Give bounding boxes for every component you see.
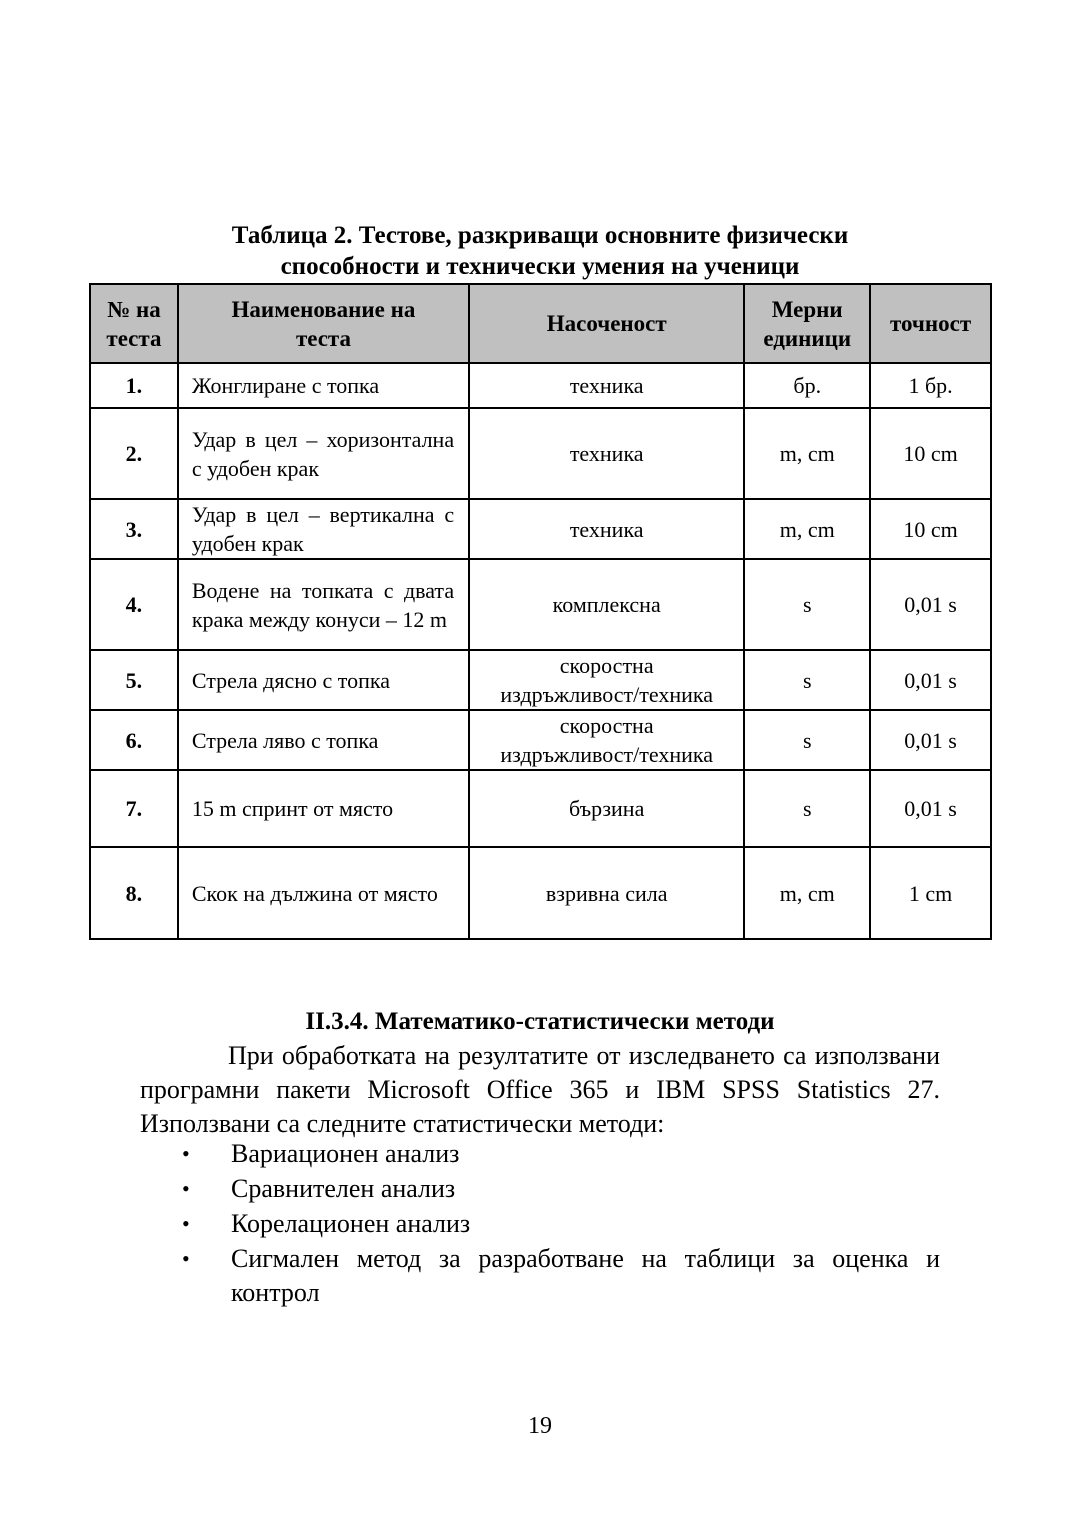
test-focus-line: комплексна	[552, 592, 661, 617]
test-number: 1.	[90, 363, 178, 408]
test-name: Стрела ляво с топка	[178, 710, 469, 770]
header-number: № на теста	[90, 284, 178, 363]
test-number: 6.	[90, 710, 178, 770]
test-focus	[469, 770, 744, 847]
test-number: 7.	[90, 770, 178, 847]
test-focus-line: скоростна	[559, 653, 654, 678]
test-focus	[469, 847, 744, 939]
table-caption	[89, 220, 991, 282]
test-name: Жонглиране с топка	[178, 363, 469, 408]
table-row	[90, 847, 991, 939]
test-focus-line: техника	[569, 441, 644, 466]
test-name: 15 m спринт от място	[178, 770, 469, 847]
table-body	[90, 363, 991, 939]
bullet-icon: •	[182, 1141, 190, 1166]
header-accuracy: точност	[870, 284, 991, 363]
test-focus	[469, 499, 744, 559]
test-focus	[469, 559, 744, 650]
list-item	[140, 1207, 940, 1241]
header-focus: Насоченост	[469, 284, 744, 363]
test-focus	[469, 408, 744, 499]
test-name: Удар в цел – вертикална с удобен крак	[178, 499, 469, 559]
list-item	[140, 1172, 940, 1206]
test-accuracy: 1 бр.	[870, 363, 991, 408]
test-units: s	[744, 710, 870, 770]
section-title: II.3.4. Математико-статистически методи	[305, 1008, 775, 1035]
bullet-icon: •	[182, 1176, 190, 1201]
table-row	[90, 770, 991, 847]
table-row	[90, 559, 991, 650]
test-units: m, cm	[744, 499, 870, 559]
test-accuracy: 1 cm	[870, 847, 991, 939]
test-units: m, cm	[744, 408, 870, 499]
method-label: Сигмален метод за разработване на таблици за оценка и контрол	[231, 1244, 940, 1307]
methods-list	[140, 1137, 940, 1311]
test-units: бр.	[744, 363, 870, 408]
bullet-icon: •	[182, 1246, 190, 1271]
table-row	[90, 408, 991, 499]
test-units: m, cm	[744, 847, 870, 939]
list-item	[140, 1137, 940, 1171]
tests-table	[89, 283, 992, 940]
test-focus-line: бързина	[569, 796, 645, 821]
table-header-row	[90, 284, 991, 363]
test-focus	[469, 650, 744, 710]
test-accuracy: 0,01 s	[870, 650, 991, 710]
test-focus-line: взривна сила	[545, 880, 668, 906]
test-name: Удар в цел – хоризонтална с удобен крак	[178, 408, 469, 499]
test-focus-line: техника	[569, 516, 644, 542]
method-label: Вариационен анализ	[231, 1139, 460, 1168]
test-focus-line: издръжливост/техника	[500, 742, 714, 767]
test-focus-line: техника	[569, 373, 644, 398]
test-focus	[469, 363, 744, 408]
table-caption-line-1: Таблица 2. Тестове, разкриващи основните физически	[231, 222, 849, 249]
table-row	[90, 499, 991, 559]
method-label: Сравнителен анализ	[231, 1174, 456, 1203]
test-accuracy: 0,01 s	[870, 710, 991, 770]
test-units: s	[744, 770, 870, 847]
test-focus-line: скоростна	[559, 713, 654, 738]
test-name: Стрела дясно с топка	[178, 650, 469, 710]
test-number: 4.	[90, 559, 178, 650]
test-accuracy: 10 cm	[870, 499, 991, 559]
test-units: s	[744, 559, 870, 650]
method-label: Корелационен анализ	[231, 1209, 471, 1238]
test-number: 2.	[90, 408, 178, 499]
test-accuracy: 0,01 s	[870, 559, 991, 650]
test-number: 8.	[90, 847, 178, 939]
bullet-icon: •	[182, 1211, 190, 1236]
table-row	[90, 650, 991, 710]
header-units: Мерни единици	[744, 284, 870, 363]
section-paragraph: При обработката на резултатите от изследването са използвани програмни пакети Microsoft Office 365 и IBM SPSS Statistics 27. Използвани са следните статистически методи:	[140, 1041, 940, 1138]
test-units: s	[744, 650, 870, 710]
test-name: Водене на топката с двата крака между конуси – 12 m	[178, 559, 469, 650]
test-focus	[469, 710, 744, 770]
test-focus-line: издръжливост/техника	[500, 682, 714, 707]
table-row	[90, 710, 991, 770]
table-row	[90, 363, 991, 408]
table-caption-line-2: способности и технически умения на ученици	[280, 253, 800, 280]
test-accuracy: 0,01 s	[870, 770, 991, 847]
test-number: 3.	[90, 499, 178, 559]
header-name: Наименование на теста	[178, 284, 469, 363]
list-item	[140, 1242, 940, 1310]
test-number: 5.	[90, 650, 178, 710]
page-number: 19	[528, 1413, 552, 1439]
test-name: Скок на дължина от място	[178, 847, 469, 939]
test-accuracy: 10 cm	[870, 408, 991, 499]
